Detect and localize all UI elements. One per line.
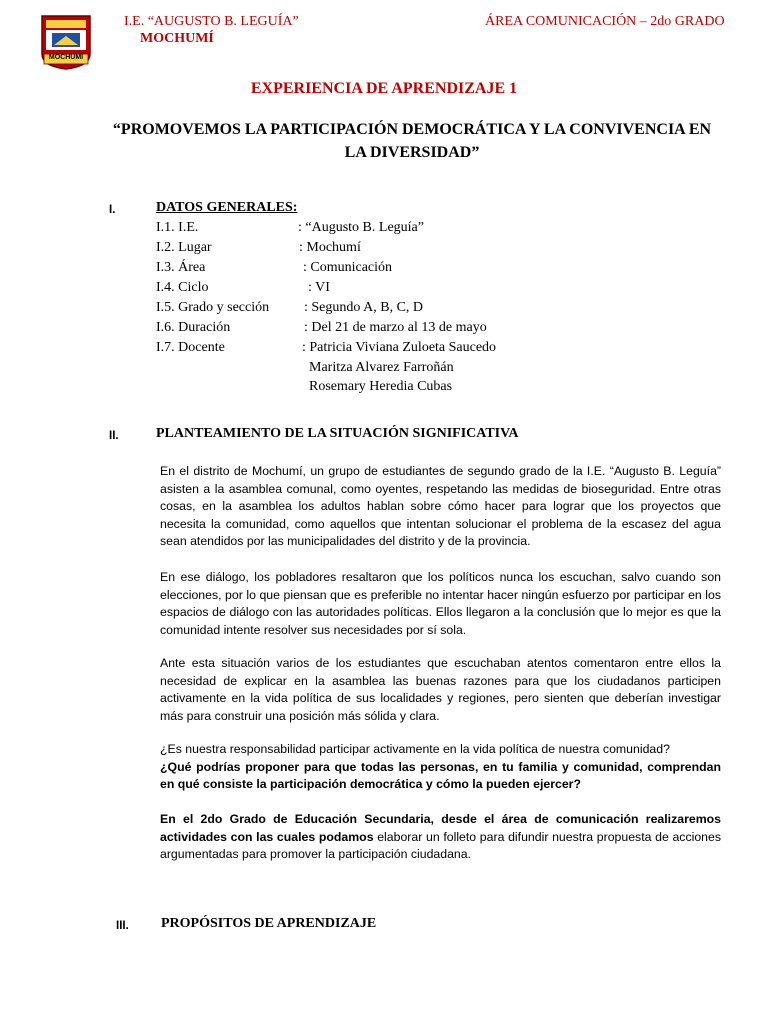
paragraph-text: En ese diálogo, los pobladores resaltaron que los políticos nunca los escuchan, salvo cuando son elecciones, por lo que piensan que es preferible no intentar hacer ningún esfuerzo por participar en los espacios de diálogo con las autoridades políticas. Ellos llegaron a la conclusión que lo mejor es que la comunidad intente resolver sus necesidades por sí sola. bbox=[160, 570, 721, 637]
item-label: I.6. Duración bbox=[156, 320, 231, 335]
list-item bbox=[0, 338, 768, 358]
general-data-list bbox=[0, 218, 768, 398]
school-logo bbox=[38, 14, 94, 70]
main-title-line2: LA DIVERSIDAD” bbox=[344, 144, 480, 161]
section2-number: II. bbox=[109, 430, 119, 442]
item-label: I.7. Docente bbox=[156, 340, 225, 355]
item-value: : Segundo A, B, C, D bbox=[304, 300, 424, 315]
item-value: : Del 21 de marzo al 13 de mayo bbox=[304, 320, 487, 335]
paragraph-text: Ante esta situación varios de los estudiantes que escuchaban atentos comentaron entre ellos la necesidad de explicar en la asamblea las buenas razones para que los ciudadanos participen activamente en la vida política de sus localidades y regiones, pero sienten que deberían investigar más para construir una posición más sólida y clara. bbox=[160, 656, 721, 723]
challenge-questions bbox=[160, 741, 721, 794]
town-name: MOCHUMÍ bbox=[140, 31, 214, 46]
list-item bbox=[0, 238, 768, 258]
bold-text: En el 2do Grado de Educación Secundaria, desde el área de comunicación realizaremos actividades con las cuales podamos bbox=[160, 812, 721, 844]
item-label: I.1. I.E. bbox=[156, 220, 199, 235]
experience-title: EXPERIENCIA DE APRENDIZAJE 1 bbox=[250, 80, 518, 97]
extra-teacher: Maritza Alvarez Farroñán bbox=[309, 360, 454, 375]
school-name: I.E. “AUGUSTO B. LEGUÍA” bbox=[124, 14, 299, 29]
question-2: ¿Qué podrías proponer para que todas las personas, en tu familia y comunidad, comprendan en qué consiste la participación democrática y cómo la pueden ejercer? bbox=[160, 759, 721, 792]
regular-text: elaborar un folleto para difundir nuestra propuesta de acciones argumentadas para promover la participación ciudadana. bbox=[160, 829, 721, 862]
extra-teacher: Rosemary Heredia Cubas bbox=[309, 379, 453, 394]
list-item bbox=[0, 318, 768, 338]
item-label: I.2. Lugar bbox=[156, 240, 212, 255]
area-grade: ÁREA COMUNICACIÓN – 2do GRADO bbox=[485, 14, 725, 29]
section3-title: PROPÓSITOS DE APRENDIZAJE bbox=[161, 916, 377, 931]
item-value: : Patricia Viviana Zuloeta Saucedo bbox=[302, 340, 497, 355]
situation-paragraph-2 bbox=[160, 569, 721, 639]
question-1: ¿Es nuestra responsabilidad participar activamente en la vida política de nuestra comunidad? bbox=[160, 742, 670, 756]
section2-title: PLANTEAMIENTO DE LA SITUACIÓN SIGNIFICATIVA bbox=[156, 426, 519, 441]
item-value: : Comunicación bbox=[303, 260, 393, 275]
item-label: I.5. Grado y sección bbox=[156, 300, 270, 315]
list-item bbox=[0, 218, 768, 238]
item-value: : “Augusto B. Leguía” bbox=[298, 220, 424, 235]
section3-number: III. bbox=[116, 920, 129, 932]
list-item bbox=[0, 278, 768, 298]
list-item bbox=[0, 258, 768, 278]
paragraph-text bbox=[160, 811, 721, 864]
item-label: I.4. Ciclo bbox=[156, 280, 209, 295]
list-item bbox=[0, 298, 768, 318]
situation-paragraph-1 bbox=[160, 463, 721, 551]
paragraph-text: En el distrito de Mochumí, un grupo de estudiantes de segundo grado de la I.E. “Augusto B. Leguía” asisten a la asamblea comunal, como oyentes, respetando las medidas de bioseguridad. Entre otras cosas, en la asamblea los adultos hablan sobre cómo hacer para lograr que los proyectos que necesita la comunidad, como aquellos que intentan solucionar el problema de la escasez del agua sean atendidos por las municipalidades del distrito y de la provincia. bbox=[160, 464, 721, 549]
section1-title: DATOS GENERALES: bbox=[156, 200, 298, 215]
item-label: I.3. Área bbox=[156, 260, 206, 275]
item-value: : Mochumí bbox=[299, 240, 361, 255]
main-title bbox=[92, 118, 732, 164]
section1-number: I. bbox=[109, 204, 116, 216]
logo-caption: MOCHUMÍ bbox=[48, 54, 84, 61]
situation-paragraph-5 bbox=[160, 811, 721, 864]
situation-paragraph-3 bbox=[160, 655, 721, 725]
item-value: : VI bbox=[308, 280, 330, 295]
main-title-line1: “PROMOVEMOS LA PARTICIPACIÓN DEMOCRÁTICA Y LA CONVIVENCIA EN bbox=[112, 121, 712, 138]
